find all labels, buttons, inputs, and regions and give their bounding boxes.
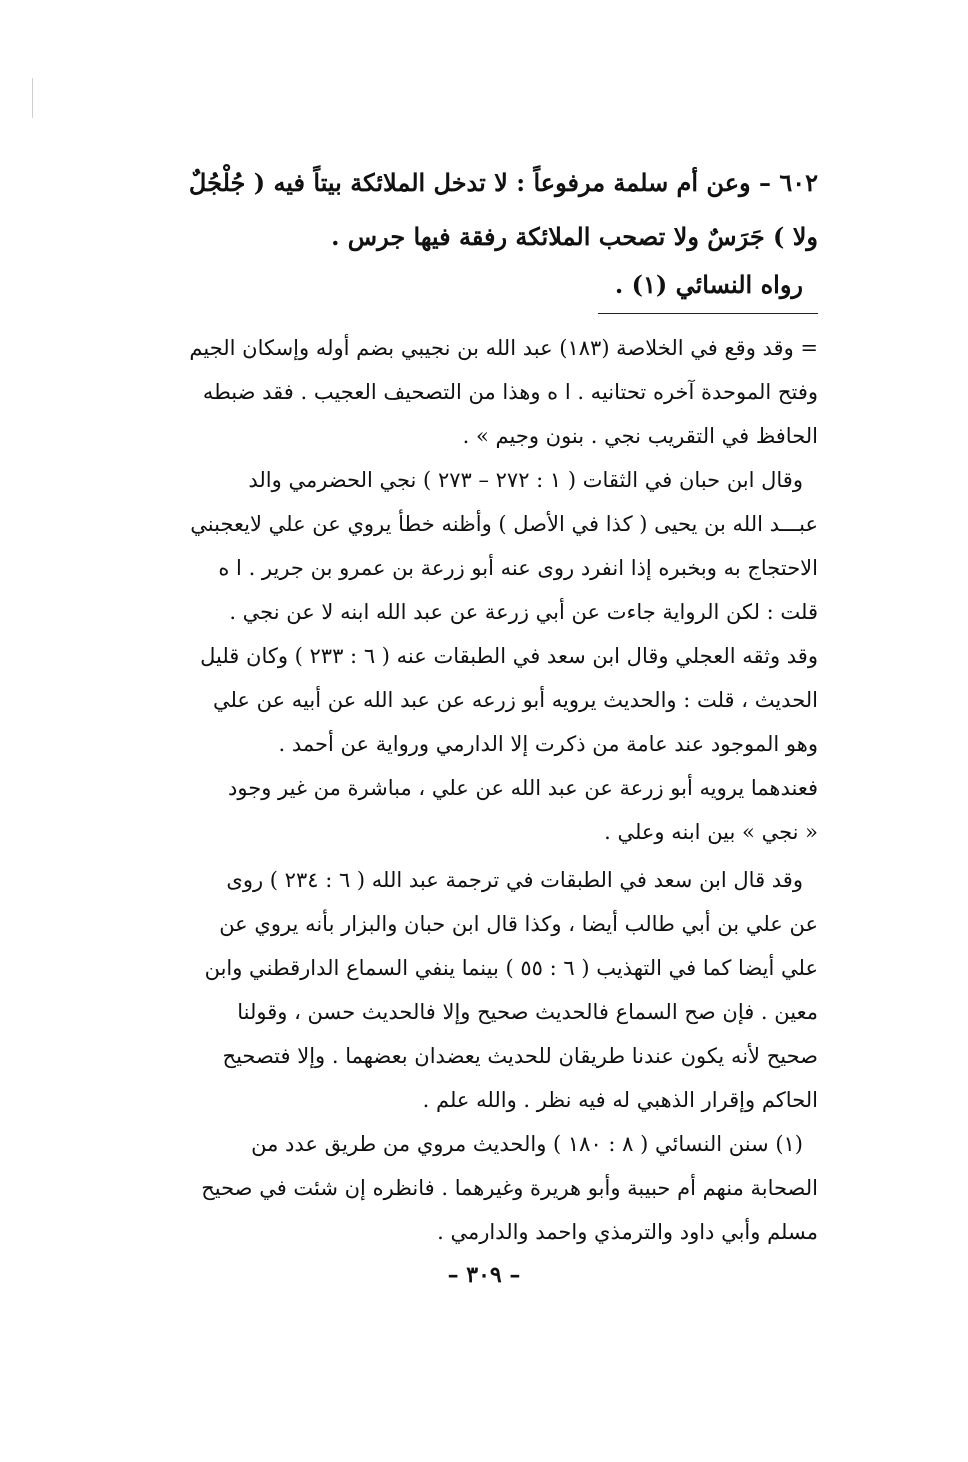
footnote-line: صحيح لأنه يكون عندنا طريقان للحديث يعضدان بعضهما . وإلا فتصحيح	[222, 1044, 818, 1068]
footnote-line: معين . فإن صح السماع فالحديث صحيح وإلا فالحديث حسن ، وقولنا	[237, 1000, 818, 1024]
hadith-line-1: ٦٠٢ – وعن أم سلمة مرفوعاً : لا تدخل الملائكة بيتاً فيه ( جُلْجُلٌ	[188, 168, 818, 197]
footnote-line: وقد قال ابن سعد في الطبقات في ترجمة عبد الله ( ٦ : ٢٣٤ ) روى	[226, 868, 803, 892]
footnote-line: وهو الموجود عند عامة من ذكرت إلا الدارمي ورواية عن أحمد .	[278, 732, 818, 756]
footnote-separator	[598, 313, 818, 314]
footnote-line: فعندهما يرويه أبو زرعة عن عبد الله عن علي ، مباشرة من غير وجود	[228, 776, 818, 800]
footnote-line: الحديث ، قلت : والحديث يرويه أبو زرعه عن عبد الله عن أبيه عن علي	[212, 688, 818, 712]
footnote-line: الحاكم وإقرار الذهبي له فيه نظر . والله علم .	[422, 1088, 818, 1112]
page-number: – ٣٠٩ –	[447, 1262, 521, 1288]
hadith-source: رواه النسائي (١) .	[614, 270, 803, 299]
footnote-line: = وقد وقع في الخلاصة (١٨٣) عبد الله بن نجيبي بضم أوله وإسكان الجيم	[189, 336, 818, 360]
footnote-line: « نجي » بين ابنه وعلي .	[604, 820, 818, 844]
footnote-line: وفتح الموحدة آخره تحتانيه . ا ه وهذا من التصحيف العجيب . فقد ضبطه	[202, 380, 818, 404]
footnote-line: الصحابة منهم أم حبيبة وأبو هريرة وغيرهما . فانظره إن شئت في صحيح	[201, 1176, 818, 1200]
scan-margin-mark	[32, 78, 33, 118]
footnote-line: وقد وثقه العجلي وقال ابن سعد في الطبقات عنه ( ٦ : ٢٣٣ ) وكان قليل	[200, 644, 818, 668]
footnote-line: علي أيضا كما في التهذيب ( ٦ : ٥٥ ) بينما ينفي السماع الدارقطني وابن	[204, 956, 818, 980]
footnote-line: الحافظ في التقريب نجي . بنون وجيم » .	[462, 424, 818, 448]
footnote-line: عن علي بن أبي طالب أيضا ، وكذا قال ابن حبان والبزار بأنه يروي عن	[219, 912, 818, 936]
footnote-line: الاحتجاج به وبخبره إذا انفرد روى عنه أبو زرعة بن عمرو بن جرير . ا ه	[218, 556, 818, 580]
footnote-line: مسلم وأبي داود والترمذي واحمد والدارمي .	[437, 1220, 818, 1244]
footnote-line: وقال ابن حبان في الثقات ( ١ : ٢٧٢ – ٢٧٣ ) نجي الحضرمي والد	[248, 468, 803, 492]
footnote-line: قلت : لكن الرواية جاءت عن أبي زرعة عن عبد الله ابنه لا عن نجي .	[229, 600, 818, 624]
footnote-line: (١) سنن النسائي ( ٨ : ١٨٠ ) والحديث مروي من طريق عدد من	[251, 1132, 803, 1156]
footnote-line: عبـــد الله بن يحيى ( كذا في الأصل ) وأظنه خطأ يروي عن علي لايعجبني	[190, 512, 818, 536]
hadith-line-2: ولا ) جَرَسٌ ولا تصحب الملائكة رفقة فيها جرس .	[331, 222, 818, 251]
